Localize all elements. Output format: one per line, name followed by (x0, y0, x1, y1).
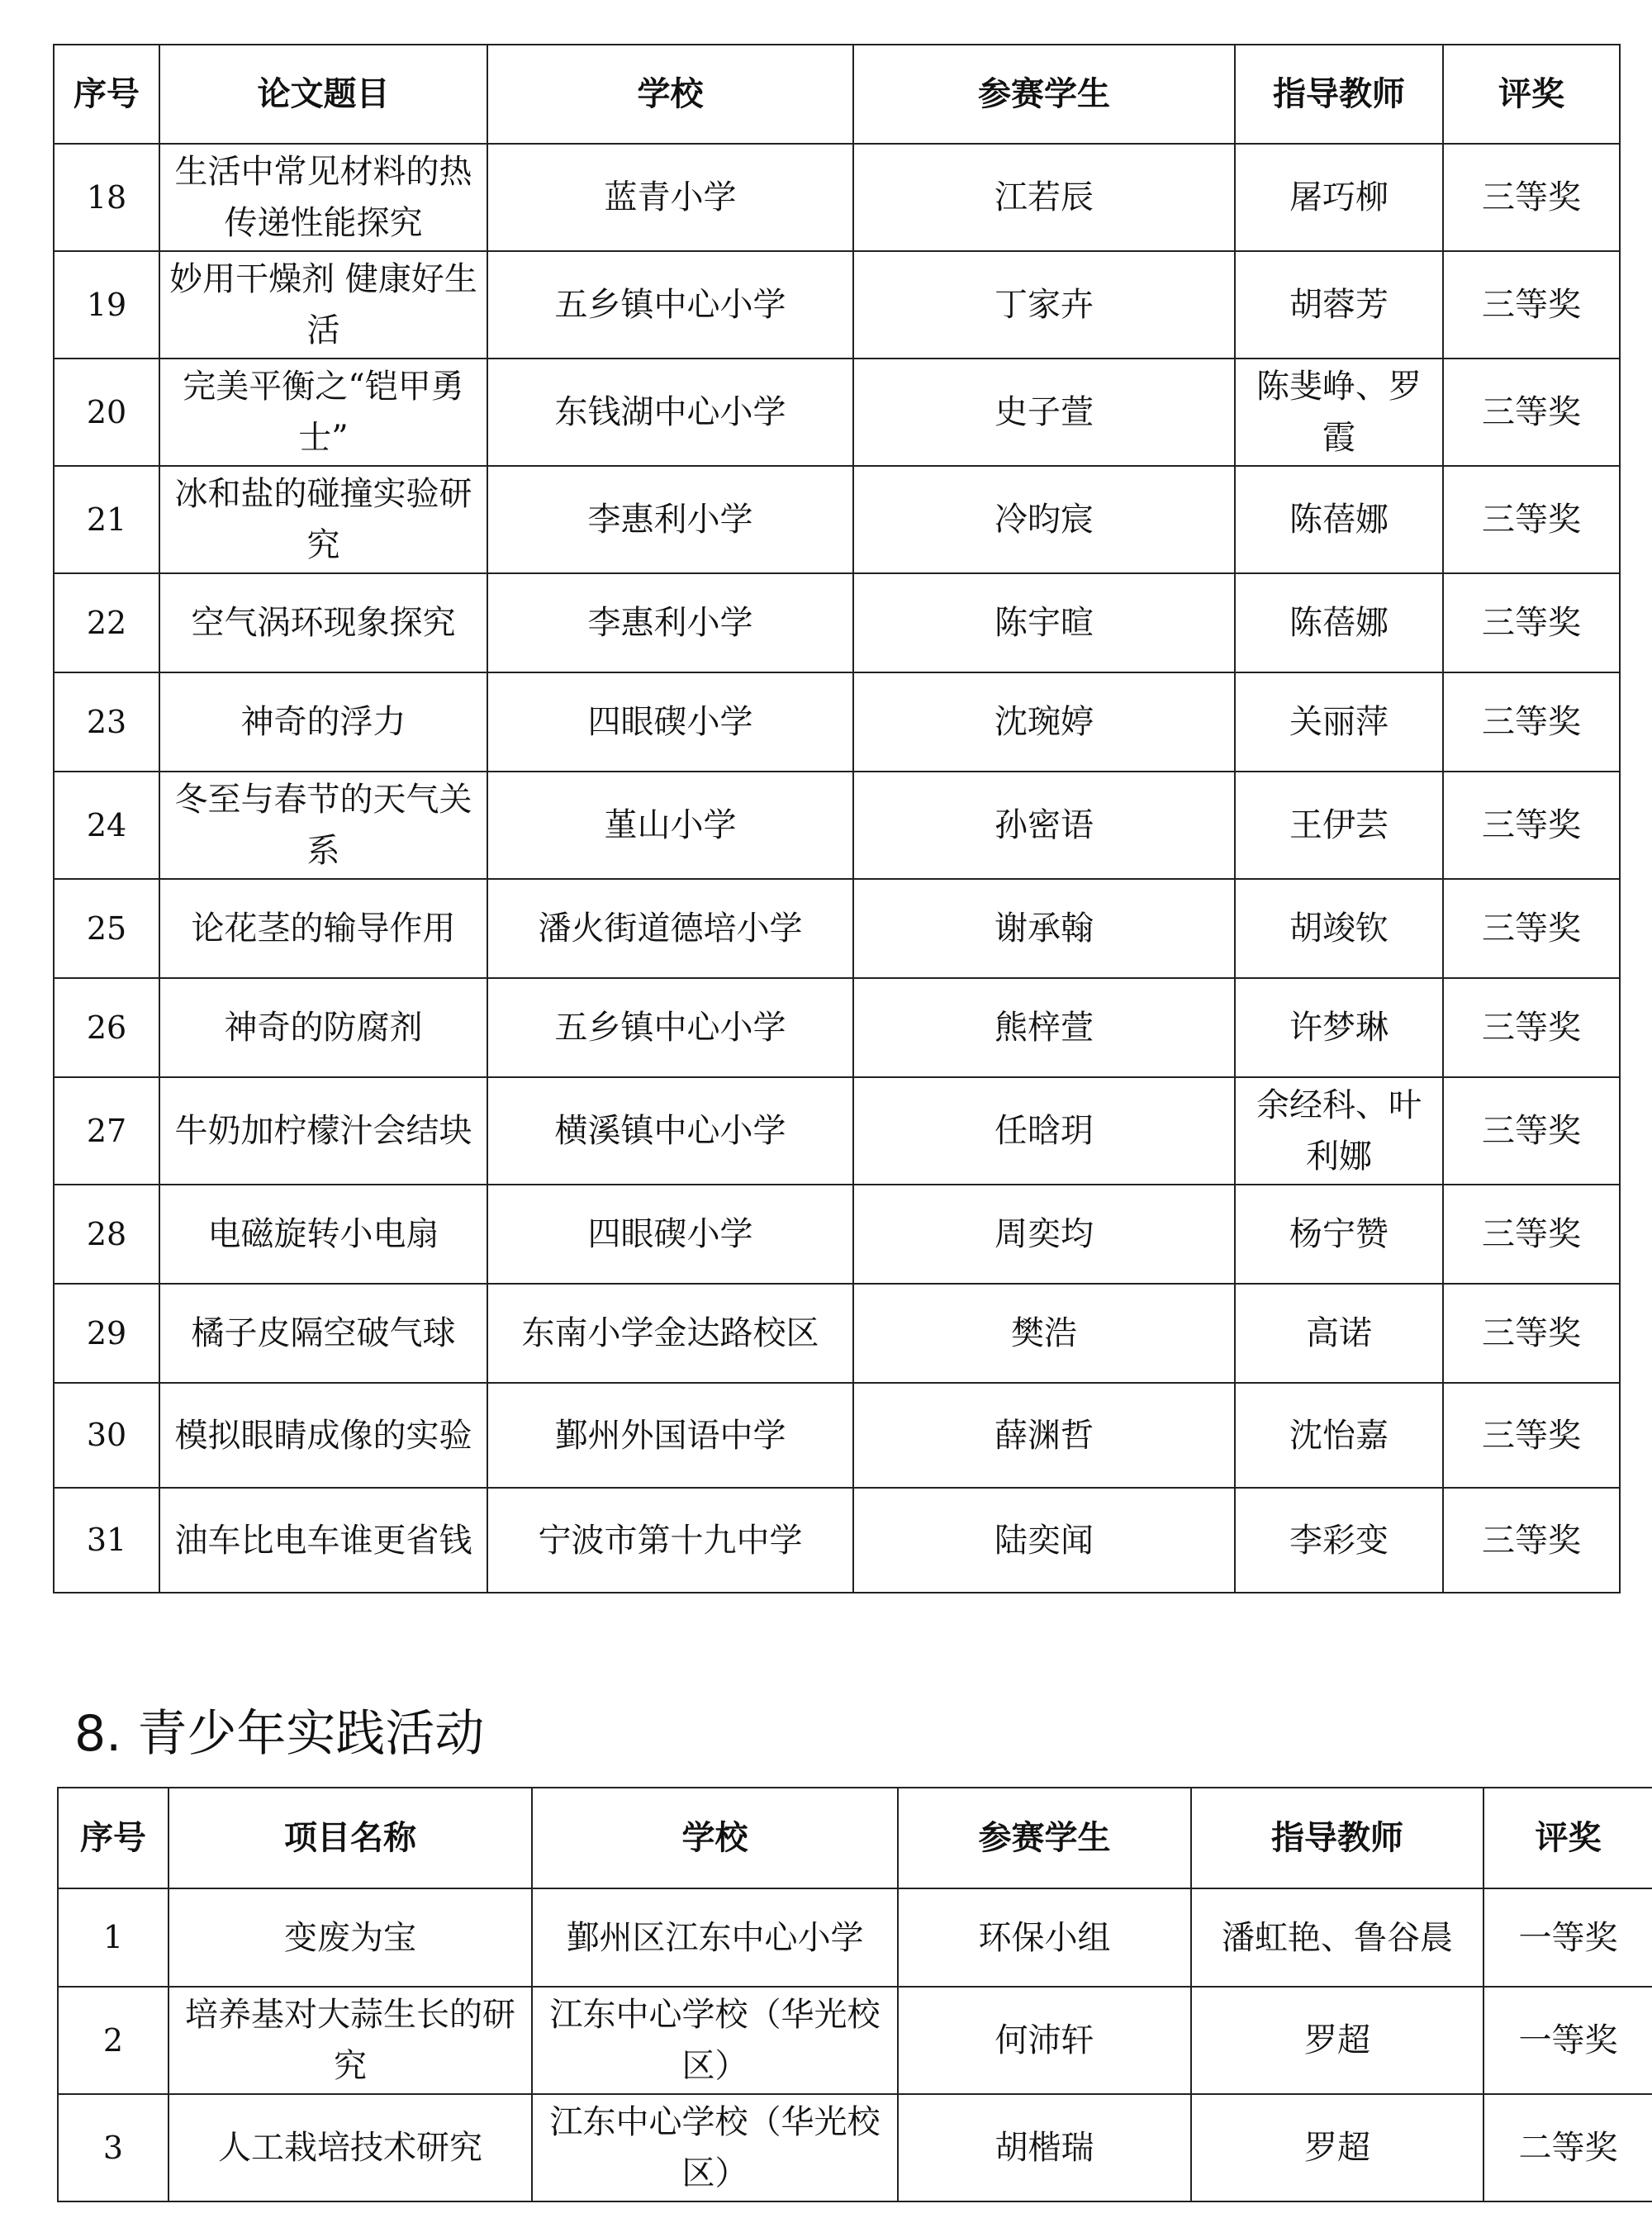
cell-title: 人工栽培技术研究 (169, 2094, 532, 2201)
cell-school: 江东中心学校（华光校区） (532, 2094, 898, 2201)
cell-award: 三等奖 (1443, 1488, 1620, 1593)
cell-teacher: 沈怡嘉 (1235, 1383, 1443, 1488)
header-award: 评奖 (1483, 1788, 1652, 1888)
cell-student: 史子萱 (853, 359, 1235, 466)
cell-award: 三等奖 (1443, 251, 1620, 359)
cell-student: 沈琬婷 (853, 672, 1235, 772)
table-row (54, 466, 1620, 573)
cell-teacher: 胡竣钦 (1235, 879, 1443, 978)
cell-no: 26 (54, 978, 159, 1077)
cell-award: 一等奖 (1483, 1987, 1652, 2094)
cell-school: 鄞州区江东中心小学 (532, 1888, 898, 1987)
cell-student: 陆奕闻 (853, 1488, 1235, 1593)
table-row (54, 672, 1620, 772)
cell-no: 3 (58, 2094, 169, 2201)
table-header-row (58, 1788, 1652, 1888)
cell-student: 孙密语 (853, 772, 1235, 879)
cell-student: 胡楷瑞 (898, 2094, 1191, 2201)
cell-title: 电磁旋转小电扇 (159, 1185, 487, 1284)
cell-student: 熊梓萱 (853, 978, 1235, 1077)
cell-title: 完美平衡之“铠甲勇士” (159, 359, 487, 466)
cell-title: 牛奶加柠檬汁会结块 (159, 1077, 487, 1185)
header-no: 序号 (58, 1788, 169, 1888)
table-row (54, 772, 1620, 879)
cell-title: 培养基对大蒜生长的研究 (169, 1987, 532, 2094)
cell-title: 神奇的浮力 (159, 672, 487, 772)
header-school: 学校 (532, 1788, 898, 1888)
cell-school: 潘火街道德培小学 (487, 879, 853, 978)
awards-table-practice (57, 1787, 1652, 2202)
header-title: 论文题目 (159, 45, 487, 144)
cell-teacher: 陈蓓娜 (1235, 573, 1443, 672)
cell-teacher: 陈蓓娜 (1235, 466, 1443, 573)
section-title: 8. 青少年实践活动 (74, 1705, 485, 1763)
cell-teacher: 高诺 (1235, 1284, 1443, 1383)
cell-teacher: 胡蓉芳 (1235, 251, 1443, 359)
cell-award: 三等奖 (1443, 772, 1620, 879)
cell-no: 24 (54, 772, 159, 879)
table-row (58, 1987, 1652, 2094)
cell-teacher: 许梦琳 (1235, 978, 1443, 1077)
table-row (58, 2094, 1652, 2201)
cell-school: 堇山小学 (487, 772, 853, 879)
cell-title: 模拟眼睛成像的实验 (159, 1383, 487, 1488)
cell-student: 周奕均 (853, 1185, 1235, 1284)
cell-student: 环保小组 (898, 1888, 1191, 1987)
cell-award: 三等奖 (1443, 144, 1620, 251)
table-row (58, 1888, 1652, 1987)
table-row (54, 144, 1620, 251)
cell-student: 薛渊哲 (853, 1383, 1235, 1488)
header-award: 评奖 (1443, 45, 1620, 144)
table-row (54, 1383, 1620, 1488)
cell-school: 四眼碶小学 (487, 672, 853, 772)
cell-award: 三等奖 (1443, 1077, 1620, 1185)
cell-no: 25 (54, 879, 159, 978)
cell-title: 空气涡环现象探究 (159, 573, 487, 672)
cell-teacher: 余经科、叶利娜 (1235, 1077, 1443, 1185)
cell-no: 19 (54, 251, 159, 359)
awards-table-papers (53, 44, 1621, 1593)
cell-school: 四眼碶小学 (487, 1185, 853, 1284)
cell-title: 冬至与春节的天气关系 (159, 772, 487, 879)
table-row (54, 359, 1620, 466)
cell-school: 五乡镇中心小学 (487, 978, 853, 1077)
header-no: 序号 (54, 45, 159, 144)
cell-title: 冰和盐的碰撞实验研究 (159, 466, 487, 573)
cell-title: 神奇的防腐剂 (159, 978, 487, 1077)
cell-award: 三等奖 (1443, 1185, 1620, 1284)
cell-school: 李惠利小学 (487, 573, 853, 672)
table-header-row (54, 45, 1620, 144)
table-row (54, 1185, 1620, 1284)
table-row (54, 978, 1620, 1077)
cell-no: 20 (54, 359, 159, 466)
cell-teacher: 罗超 (1191, 1987, 1483, 2094)
cell-no: 18 (54, 144, 159, 251)
cell-no: 28 (54, 1185, 159, 1284)
header-school: 学校 (487, 45, 853, 144)
table-row (54, 1077, 1620, 1185)
cell-teacher: 王伊芸 (1235, 772, 1443, 879)
cell-award: 三等奖 (1443, 359, 1620, 466)
cell-teacher: 李彩变 (1235, 1488, 1443, 1593)
cell-student: 任晗玥 (853, 1077, 1235, 1185)
cell-award: 三等奖 (1443, 1284, 1620, 1383)
cell-school: 鄞州外国语中学 (487, 1383, 853, 1488)
cell-title: 变废为宝 (169, 1888, 532, 1987)
cell-teacher: 关丽萍 (1235, 672, 1443, 772)
cell-teacher: 杨宁赞 (1235, 1185, 1443, 1284)
header-teacher: 指导教师 (1235, 45, 1443, 144)
table-row (54, 1284, 1620, 1383)
cell-school: 江东中心学校（华光校区） (532, 1987, 898, 2094)
cell-no: 23 (54, 672, 159, 772)
cell-school: 五乡镇中心小学 (487, 251, 853, 359)
cell-no: 1 (58, 1888, 169, 1987)
cell-no: 30 (54, 1383, 159, 1488)
cell-student: 谢承翰 (853, 879, 1235, 978)
cell-school: 东钱湖中心小学 (487, 359, 853, 466)
cell-school: 东南小学金达路校区 (487, 1284, 853, 1383)
cell-school: 宁波市第十九中学 (487, 1488, 853, 1593)
cell-award: 三等奖 (1443, 1383, 1620, 1488)
cell-no: 21 (54, 466, 159, 573)
header-student: 参赛学生 (898, 1788, 1191, 1888)
cell-teacher: 陈斐峥、罗霞 (1235, 359, 1443, 466)
cell-school: 李惠利小学 (487, 466, 853, 573)
header-title: 项目名称 (169, 1788, 532, 1888)
cell-student: 冷昀宸 (853, 466, 1235, 573)
cell-teacher: 潘虹艳、鲁谷晨 (1191, 1888, 1483, 1987)
cell-student: 陈宇暄 (853, 573, 1235, 672)
cell-title: 妙用干燥剂 健康好生活 (159, 251, 487, 359)
header-teacher: 指导教师 (1191, 1788, 1483, 1888)
cell-title: 论花茎的输导作用 (159, 879, 487, 978)
cell-student: 樊浩 (853, 1284, 1235, 1383)
cell-no: 2 (58, 1987, 169, 2094)
cell-award: 三等奖 (1443, 573, 1620, 672)
cell-no: 22 (54, 573, 159, 672)
table-row (54, 251, 1620, 359)
cell-school: 蓝青小学 (487, 144, 853, 251)
cell-award: 三等奖 (1443, 672, 1620, 772)
cell-award: 二等奖 (1483, 2094, 1652, 2201)
cell-award: 三等奖 (1443, 978, 1620, 1077)
cell-student: 江若辰 (853, 144, 1235, 251)
cell-award: 三等奖 (1443, 466, 1620, 573)
cell-teacher: 罗超 (1191, 2094, 1483, 2201)
table-row (54, 573, 1620, 672)
cell-no: 27 (54, 1077, 159, 1185)
cell-no: 29 (54, 1284, 159, 1383)
table-row (54, 879, 1620, 978)
cell-title: 生活中常见材料的热传递性能探究 (159, 144, 487, 251)
header-student: 参赛学生 (853, 45, 1235, 144)
cell-student: 何沛轩 (898, 1987, 1191, 2094)
cell-award: 三等奖 (1443, 879, 1620, 978)
cell-student: 丁家卉 (853, 251, 1235, 359)
table-row (54, 1488, 1620, 1593)
cell-no: 31 (54, 1488, 159, 1593)
cell-school: 横溪镇中心小学 (487, 1077, 853, 1185)
cell-award: 一等奖 (1483, 1888, 1652, 1987)
cell-title: 油车比电车谁更省钱 (159, 1488, 487, 1593)
cell-title: 橘子皮隔空破气球 (159, 1284, 487, 1383)
cell-teacher: 屠巧柳 (1235, 144, 1443, 251)
